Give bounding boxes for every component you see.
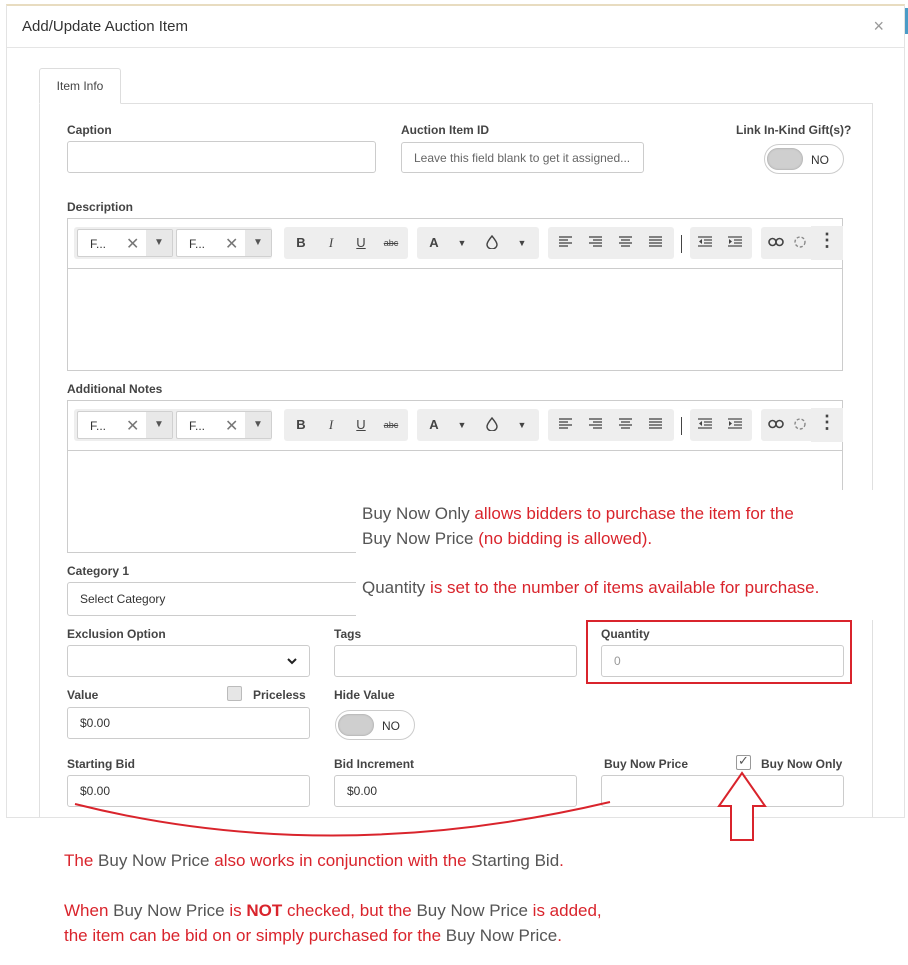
chevron-down-icon[interactable]: ▼ (146, 230, 172, 256)
annotation-term: Starting Bid (471, 851, 560, 870)
annotation-term: Buy Now Price (445, 926, 558, 945)
annotation-text: the item can be bid on or simply purchased for the (64, 926, 446, 945)
buy-now-only-label: Buy Now Only (761, 757, 843, 771)
strikethrough-icon[interactable]: abc (383, 420, 399, 430)
exclusion-option-label: Exclusion Option (67, 627, 166, 641)
toggle-state: NO (811, 153, 829, 167)
font-color-icon[interactable]: A (429, 235, 439, 250)
auction-item-id-label: Auction Item ID (401, 123, 490, 137)
annotation-text: (no bidding is allowed). (473, 529, 653, 548)
annotation-text: is (224, 901, 247, 920)
clear-icon[interactable]: ✕ (225, 236, 239, 253)
bottom-note-line-2 (64, 901, 602, 921)
annotation-term: Buy Now Price (113, 901, 225, 920)
bottom-note-line-1 (64, 851, 564, 871)
bold-icon[interactable]: B (296, 417, 306, 432)
clear-icon[interactable]: ✕ (225, 418, 239, 435)
modal-title: Add/Update Auction Item (22, 18, 188, 35)
chevron-down-icon[interactable]: ▼ (457, 238, 467, 248)
starting-bid-input[interactable]: $0.00 (67, 775, 310, 807)
tab-item-info[interactable]: Item Info (39, 68, 121, 104)
annotation-emphasis: NOT (246, 901, 283, 920)
annotation-term: Buy Now Only (362, 504, 470, 523)
font-color-icon[interactable]: A (429, 417, 439, 432)
checkmark-icon: ✓ (738, 753, 749, 768)
close-icon[interactable]: × (873, 16, 884, 36)
quantity-input[interactable]: 0 (601, 645, 844, 677)
underline-icon[interactable]: U (356, 417, 366, 432)
annotation-text: . (559, 851, 564, 870)
annotation-text: When (64, 901, 114, 920)
bid-increment-input[interactable]: $0.00 (334, 775, 577, 807)
annotation-term: Quantity (362, 578, 426, 597)
annotation-term: Buy Now Price (98, 851, 210, 870)
strikethrough-icon[interactable]: abc (383, 238, 399, 248)
italic-icon[interactable]: I (328, 235, 334, 250)
more-options-icon[interactable]: ⋮ (811, 408, 843, 442)
font-family-value: F... (90, 419, 107, 433)
chevron-down-icon[interactable]: ▼ (245, 230, 271, 256)
chevron-down-icon[interactable]: ▼ (457, 420, 467, 430)
starting-bid-label: Starting Bid (67, 757, 135, 771)
toggle-state: NO (382, 719, 400, 733)
value-label: Value (67, 688, 99, 702)
chevron-down-icon[interactable]: ▼ (517, 420, 527, 430)
bottom-note-line-3 (64, 926, 562, 946)
clear-icon[interactable]: ✕ (126, 418, 140, 435)
caption-label: Caption (67, 123, 112, 137)
underline-icon[interactable]: U (356, 235, 366, 250)
bid-increment-label: Bid Increment (334, 757, 415, 771)
description-label: Description (67, 200, 134, 214)
value-input[interactable]: $0.00 (67, 707, 310, 739)
additional-notes-label: Additional Notes (67, 382, 163, 396)
buy-now-price-label: Buy Now Price (604, 757, 689, 771)
italic-icon[interactable]: I (328, 417, 334, 432)
up-arrow-icon (719, 773, 765, 840)
connector-curve (75, 802, 610, 836)
auction-item-id-input[interactable]: Leave this field blank to get it assigned... (401, 142, 644, 173)
font-size-value: F... (189, 237, 206, 251)
annotation-text: is set to the number of items available for purchase. (425, 578, 820, 597)
quantity-label: Quantity (601, 627, 650, 641)
chevron-down-icon[interactable]: ▼ (517, 238, 527, 248)
category-1-select[interactable]: Select Category (67, 582, 444, 616)
annotation-text: also works in conjunction with the (209, 851, 472, 870)
priceless-label: Priceless (253, 688, 306, 702)
chevron-down-icon[interactable]: ▼ (146, 412, 172, 438)
tags-label: Tags (334, 627, 362, 641)
annotation-text: . (557, 926, 562, 945)
chevron-down-icon[interactable]: ▼ (245, 412, 271, 438)
link-in-kind-label: Link In-Kind Gift(s)? (736, 123, 852, 137)
annotation-term: Buy Now Price (416, 901, 528, 920)
font-size-value: F... (189, 419, 206, 433)
hide-value-label: Hide Value (334, 688, 395, 702)
clear-icon[interactable]: ✕ (126, 236, 140, 253)
category-1-label: Category 1 (67, 564, 130, 578)
annotation-text: is added, (527, 901, 602, 920)
annotation-term: Buy Now Price (362, 529, 474, 548)
bold-icon[interactable]: B (296, 235, 306, 250)
font-family-value: F... (90, 237, 107, 251)
annotation-text: The (64, 851, 99, 870)
annotation-text: checked, but the (282, 901, 417, 920)
annotation-text: allows bidders to purchase the item for the (469, 504, 794, 523)
more-options-icon[interactable]: ⋮ (811, 226, 843, 260)
